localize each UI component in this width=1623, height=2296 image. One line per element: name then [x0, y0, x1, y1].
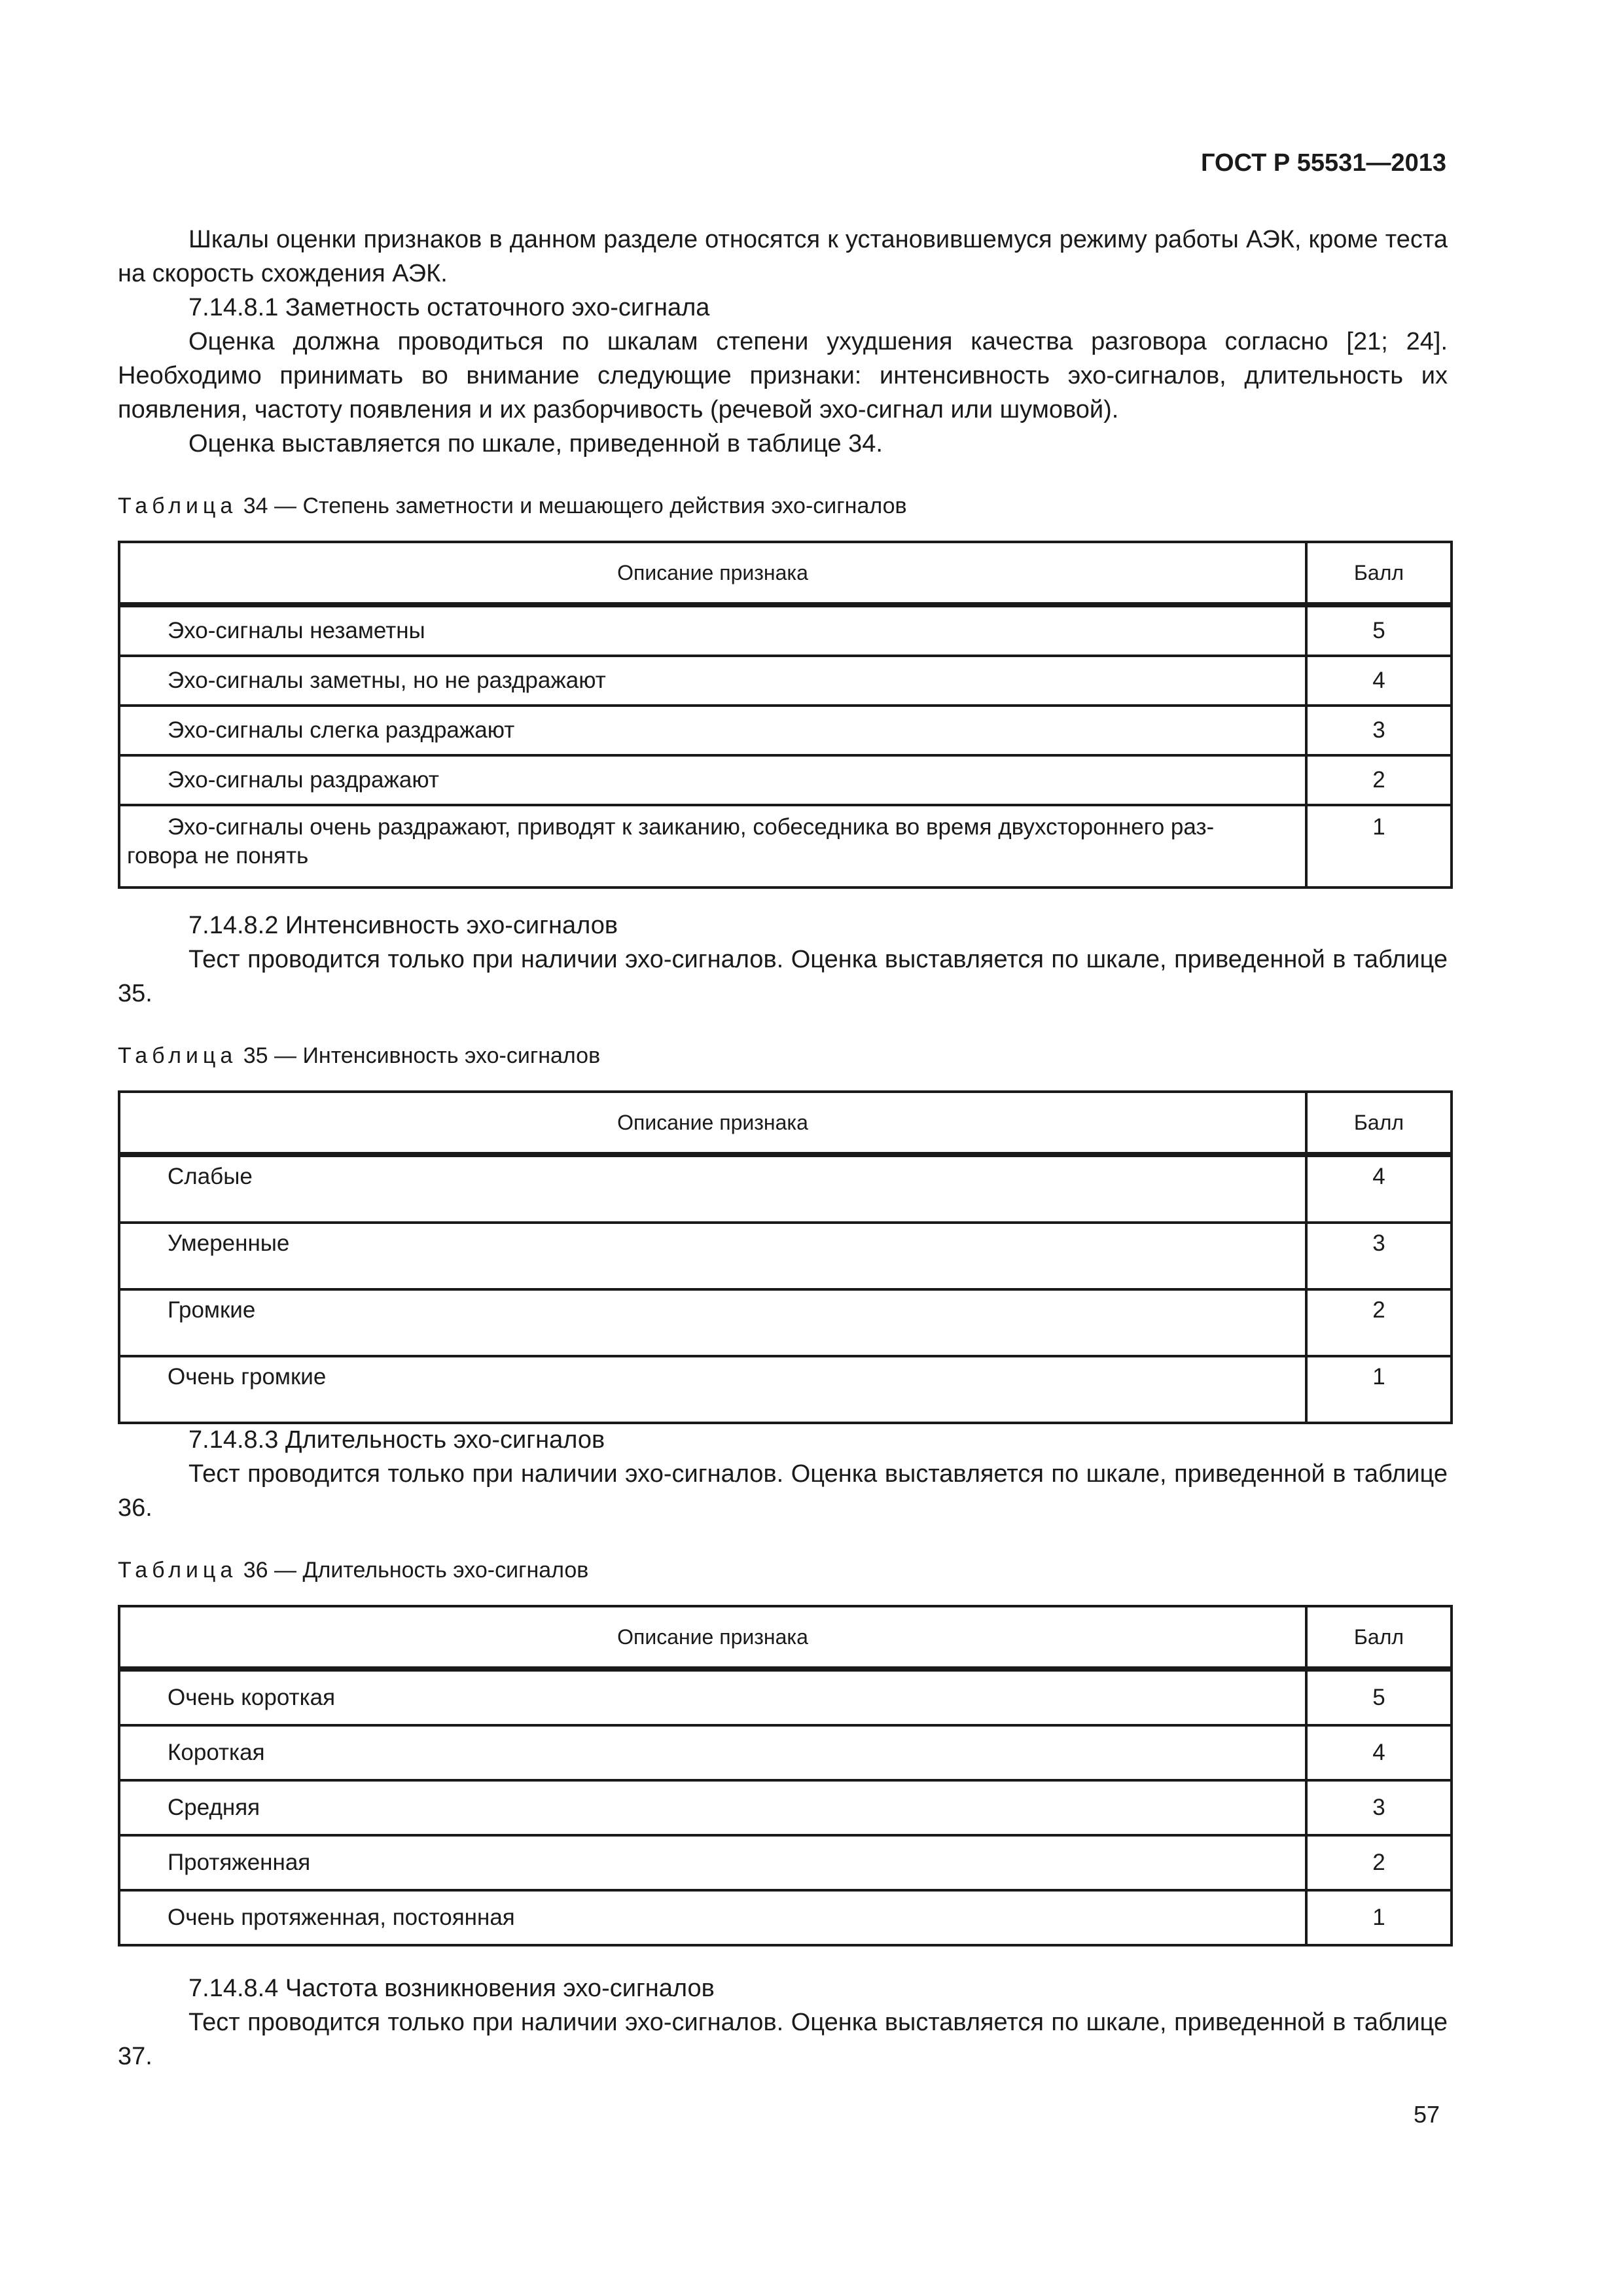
row-score: 2 — [1306, 755, 1452, 805]
column-header-score: Балл — [1306, 542, 1452, 605]
section-heading-7-14-8-4: 7.14.8.4 Частота возникновения эхо-сигналов — [188, 1975, 715, 2002]
document-designation: ГОСТ Р 55531—2013 — [1201, 149, 1446, 177]
table-row — [119, 605, 1452, 656]
table-caption-label: Таблица — [118, 493, 238, 518]
table-caption-text: 36 — Длительность эхо-сигналов — [243, 1558, 589, 1583]
row-description: Эхо-сигналы заметны, но не раздражают — [119, 656, 1306, 706]
row-score: 1 — [1306, 805, 1452, 888]
table-row — [119, 1669, 1452, 1725]
section-heading-7-14-8-2: 7.14.8.2 Интенсивность эхо-сигналов — [188, 912, 618, 939]
row-description: Эхо-сигналы раздражают — [119, 755, 1306, 805]
table-35-caption — [118, 1043, 600, 1069]
row-description: Слабые — [119, 1155, 1306, 1223]
table-row — [119, 1223, 1452, 1289]
table-row — [119, 656, 1452, 706]
section-heading-7-14-8-3: 7.14.8.3 Длительность эхо-сигналов — [188, 1426, 605, 1454]
section-7-14-8-4 — [118, 1971, 1448, 2073]
column-header-score: Балл — [1306, 1606, 1452, 1669]
row-description-line-1: Эхо-сигналы очень раздражают, приводят к заиканию, собеседника во время двухстороннего раз- — [168, 814, 1215, 840]
row-score: 3 — [1306, 1223, 1452, 1289]
table-caption-text: 35 — Интенсивность эхо-сигналов — [243, 1043, 601, 1068]
table-36-caption — [118, 1558, 588, 1583]
column-header-description: Описание признака — [119, 542, 1306, 605]
row-description: Эхо-сигналы слегка раздражают — [119, 706, 1306, 755]
row-description: Средняя — [119, 1780, 1306, 1835]
table-35 — [118, 1090, 1453, 1424]
table-caption-label: Таблица — [118, 1043, 238, 1068]
row-score: 1 — [1306, 1356, 1452, 1423]
section-paragraph: Оценка выставляется по шкале, приведенной в таблице 34. — [188, 430, 883, 457]
row-description: Эхо-сигналы незаметны — [119, 605, 1306, 656]
table-row — [119, 1356, 1452, 1423]
row-description: Умеренные — [119, 1223, 1306, 1289]
table-row — [119, 1289, 1452, 1356]
row-description: Протяженная — [119, 1835, 1306, 1890]
intro-paragraph: Шкалы оценки признаков в данном разделе относятся к установившемуся режиму работы АЭК, кроме теста на скорость схождения АЭК. — [118, 226, 1448, 287]
section-paragraph: Тест проводится только при наличии эхо-сигналов. Оценка выставляется по шкале, приведенной в таблице 37. — [118, 2009, 1448, 2070]
row-score: 4 — [1306, 1725, 1452, 1780]
page-number: 57 — [1413, 2101, 1440, 2128]
table-row — [119, 1780, 1452, 1835]
row-description: Короткая — [119, 1725, 1306, 1780]
column-header-score: Балл — [1306, 1092, 1452, 1155]
row-score: 2 — [1306, 1835, 1452, 1890]
row-description: Очень протяженная, постоянная — [119, 1890, 1306, 1945]
table-row — [119, 1835, 1452, 1890]
table-row — [119, 755, 1452, 805]
section-paragraph: Оценка должна проводиться по шкалам степени ухудшения качества разговора согласно [21; 24]. Необходимо принимать во внимание следующие признаки: интенсивность эхо-сигналов, длительность их появления, частоту появления и их разборчивость (речевой эхо-сигнал или шумовой). — [118, 328, 1448, 423]
section-7-14-8-2 — [118, 908, 1448, 1011]
row-score: 3 — [1306, 706, 1452, 755]
table-36 — [118, 1605, 1453, 1946]
row-score: 4 — [1306, 1155, 1452, 1223]
column-header-description: Описание признака — [119, 1092, 1306, 1155]
table-caption-text: 34 — Степень заметности и мешающего действия эхо-сигналов — [243, 493, 907, 518]
table-row — [119, 1890, 1452, 1945]
table-row — [119, 1725, 1452, 1780]
row-description: Очень громкие — [119, 1356, 1306, 1423]
row-description-line-2: говора не понять — [127, 843, 309, 869]
row-score: 5 — [1306, 605, 1452, 656]
row-score: 2 — [1306, 1289, 1452, 1356]
row-description: Очень короткая — [119, 1669, 1306, 1725]
section-paragraph: Тест проводится только при наличии эхо-сигналов. Оценка выставляется по шкале, приведенной в таблице 36. — [118, 1460, 1448, 1522]
row-description — [119, 805, 1306, 888]
row-score: 1 — [1306, 1890, 1452, 1945]
table-row — [119, 706, 1452, 755]
table-row — [119, 805, 1452, 888]
column-header-description: Описание признака — [119, 1606, 1306, 1669]
table-34-caption — [118, 493, 907, 519]
intro-section — [118, 223, 1448, 461]
row-score: 3 — [1306, 1780, 1452, 1835]
table-34 — [118, 541, 1453, 889]
section-heading-7-14-8-1: 7.14.8.1 Заметность остаточного эхо-сигнала — [188, 294, 710, 321]
row-score: 4 — [1306, 656, 1452, 706]
table-caption-label: Таблица — [118, 1558, 238, 1583]
table-row — [119, 1155, 1452, 1223]
row-description: Громкие — [119, 1289, 1306, 1356]
row-score: 5 — [1306, 1669, 1452, 1725]
section-7-14-8-3 — [118, 1423, 1448, 1525]
section-paragraph: Тест проводится только при наличии эхо-сигналов. Оценка выставляется по шкале, приведенной в таблице 35. — [118, 946, 1448, 1007]
